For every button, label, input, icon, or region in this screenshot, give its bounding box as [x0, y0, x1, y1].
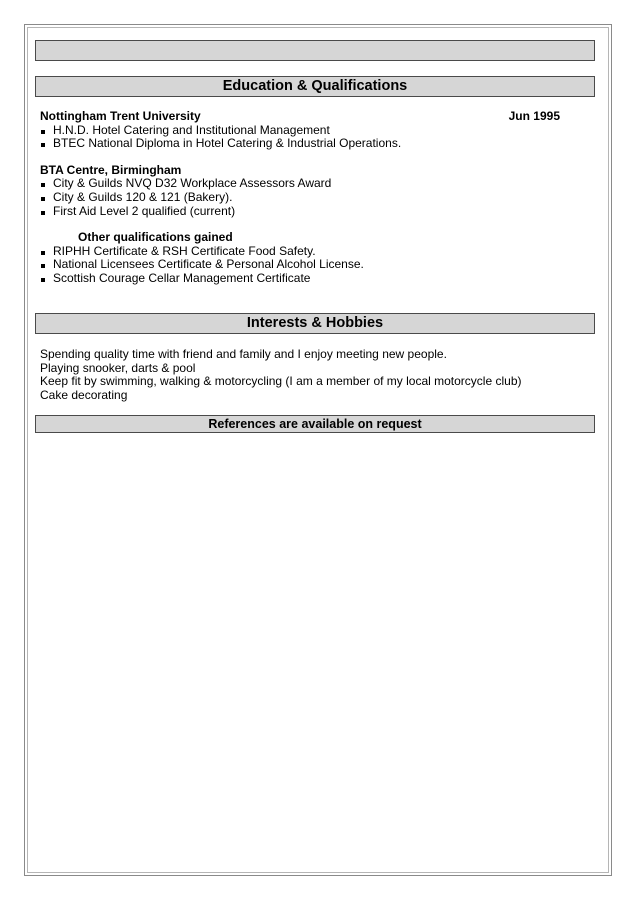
interest-line: Playing snooker, darts & pool [40, 360, 196, 375]
list-item: National Licensees Certificate & Personal Alcohol License. [40, 258, 560, 272]
institution-row-ntu [40, 110, 560, 124]
interests-section [40, 348, 560, 402]
interest-line: Keep fit by swimming, walking & motorcycling (I am a member of my local motorcycle club) [40, 374, 522, 389]
other-qualification-list [40, 245, 560, 286]
institution-name: Nottingham Trent University [40, 109, 201, 123]
list-item: City & Guilds 120 & 121 (Bakery). [40, 191, 560, 205]
interest-line: Cake decorating [40, 387, 128, 402]
list-item: City & Guilds NVQ D32 Workplace Assessors Award [40, 177, 560, 191]
ntu-qualification-list [40, 124, 560, 151]
list-item: RIPHH Certificate & RSH Certificate Food Safety. [40, 245, 560, 259]
list-item: H.N.D. Hotel Catering and Institutional Management [40, 124, 560, 138]
other-qualifications-heading: Other qualifications gained [78, 230, 233, 245]
interest-line: Spending quality time with friend and family and I enjoy meeting new people. [40, 347, 447, 361]
interests-heading: Interests & Hobbies [35, 313, 595, 334]
education-section [40, 110, 560, 286]
institution-date: Jun 1995 [508, 109, 560, 123]
bta-qualification-list [40, 177, 560, 218]
institution-name: BTA Centre, Birmingham [40, 162, 182, 177]
list-item: BTEC National Diploma in Hotel Catering & Industrial Operations. [40, 137, 560, 151]
list-item: Scottish Courage Cellar Management Certificate [40, 272, 560, 286]
references-bar: References are available on request [35, 415, 595, 433]
education-heading: Education & Qualifications [35, 76, 595, 97]
header-bar [35, 40, 595, 61]
list-item: First Aid Level 2 qualified (current) [40, 205, 560, 219]
